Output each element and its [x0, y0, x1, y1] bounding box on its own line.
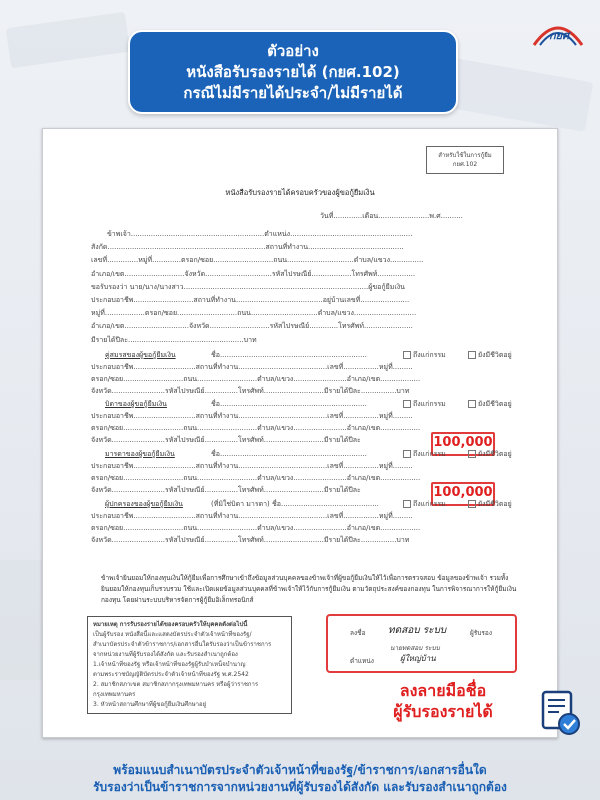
note-line: เป็นผู้รับรอง หนังสือนี้และแสดงบัตรประจำตัวเจ้าหน้าที่ของรัฐ/ [93, 631, 252, 638]
status-option-label: ถึงแก่กรรม [413, 450, 446, 458]
section-title: มารดาของผู้ขอกู้ยืมเงิน [105, 450, 175, 458]
background-decoration [447, 58, 594, 132]
signature-value: ทดสอบ ระบบ [388, 625, 447, 636]
status-checkbox[interactable] [403, 351, 411, 359]
section-detail-line: จังหวัด........................รหัสไปรษณีย์...............โทรศัพท์...........................มีรายได้ปีละ................บาท [91, 536, 410, 544]
section-detail-line: จังหวัด........................รหัสไปรษณีย์...............โทรศัพท์...........................มีรายได้ปีละ................บาท [91, 387, 410, 395]
income-certificate-document [42, 128, 558, 738]
form-box-line-2: กยศ.102 [452, 161, 478, 168]
sign-caption-line-2: ผู้รับรองรายได้ [393, 702, 493, 721]
document-row: ประกอบอาชีพ...........................สถานที่ทำงาน.......................................อยู่บ้านเลขที่...................... [91, 296, 410, 304]
section-title: ผู้ปกครองของผู้ขอกู้ยืมเงิน [105, 500, 183, 508]
document-row: เลขที่..............หมู่ที่.............ตรอก/ซอย...........................ถนน..............................ตำบล/แขวง............... [91, 256, 424, 265]
section-detail-line: จังหวัด........................รหัสไปรษณีย์...............โทรศัพท์...........................มีรายได้ปีละ [91, 436, 361, 444]
document-row: หมู่ที่..................ตรอก/ซอย...........................ถนน..............................ตำบล/แขวง............................ [91, 309, 417, 318]
document-title: หนังสือรับรองรายได้ครอบครัวของผู้ขอกู้ยืมเงิน [225, 188, 375, 197]
annual-income-amount: 100,000 [431, 482, 495, 506]
note-line: 3. หัวหน้าสถานศึกษาที่ผู้ขอกู้ยืมเงินศึกษาอยู่ [93, 701, 207, 708]
form-code-box [426, 146, 504, 174]
status-option-label: ถึงแก่กรรม [413, 500, 446, 508]
section-title: คู่สมรสของผู้ขอกู้ยืมเงิน [105, 351, 176, 359]
bottom-caption-line-2: รับรองว่าเป็นข้าราชการจากหน่วยงานที่ผู้รับรองได้สังกัด และรับรองสำเนาถูกต้อง [93, 780, 507, 794]
logo-text: กยศ [549, 29, 570, 42]
note-line: ตามพระราชบัญญัติบัตรประจำตัวเจ้าหน้าที่ของรัฐ พ.ศ.2542 [93, 671, 249, 678]
document-row: อำเภอ/เขต...........................จังหวัด..............................รหัสไปรษณีย์..................โทรศัพท์................. [91, 269, 416, 278]
sign-caption-line-1: ลงลายมือชื่อ [399, 681, 487, 700]
document-check-icon [537, 688, 583, 738]
section-detail-line: ตรอก/ซอย...........................ถนน...........................ตำบล/แขวง........................อำเภอ/เขต.................. [91, 474, 421, 482]
note-line: 2. สมาชิกสภาเขต สมาชิกสภากรุงเทพมหานคร หรือผู้ว่าราชการ [93, 681, 259, 688]
document-row: อำเภอ/เขต.............................จังหวัด...........................รหัสไปรษณีย์.............โทรศัพท์...................... [91, 322, 413, 331]
status-option-label: ยังมีชีวิตอยู่ [478, 351, 512, 359]
note-line: กรุงเทพมหานคร [93, 691, 136, 698]
status-option-label: ยังมีชีวิตอยู่ [478, 400, 512, 408]
consent-paragraph: ข้าพเจ้ายินยอมให้กองทุนเงินให้กู้ยืมเพื่อการศึกษาเข้าถึงข้อมูลส่วนบุคคลของข้าพเจ้าที่ผู้ขอกู้ยืมเงินให้ไว้เพื่อการตรวจสอบ ข้อมูลของข้าพเจ้า รวมทั้งยินยอมให้กองทุนเก็บรวบรวม ใช้และเปิดเผยข้อมูลส่วนบุคคลที่ข้าพเจ้าให้ไว้กับการกู้ยืมเงิน ตามวัตถุประสงค์ของกองทุน ในการพิจารณาการให้กู้ยืมเงินกองทุน โดยผ่านระบบบริหารจัดการผู้กู้ยืมอิเล็กทรอนิกส์ [101, 574, 517, 604]
banner-line-3: กรณีไม่มีรายได้ประจำ/ไม่มีรายได้ [183, 83, 403, 102]
banner-line-1: ตัวอย่าง [267, 41, 319, 60]
section-detail-line: ประกอบอาชีพ............................สถานที่ทำงาน........................................เลขที่................หมู่ที่......... [91, 462, 413, 470]
status-checkbox[interactable] [468, 351, 476, 359]
note-line: 1.เจ้าหน้าที่ของรัฐ หรือเจ้าหน้าที่ของรัฐผู้รับบำเหน็จบำนาญ [93, 661, 246, 668]
signer-name: นายทดสอบ ระบบ [390, 644, 440, 652]
section-name-line: (ที่มิใช่บิดา มารดา) ชื่อ............................................ [211, 500, 379, 508]
status-option-label: ยังมีชีวิตอยู่ [478, 500, 512, 508]
section-detail-line: ประกอบอาชีพ............................สถานที่ทำงาน........................................เลขที่................หมู่ที่......... [91, 512, 413, 520]
note-line: จากหน่วยงานที่ผู้รับรองได้สังกัด และรับรองสำเนาถูกต้อง [93, 651, 238, 658]
position-value: ผู้ใหญ่บ้าน [400, 654, 436, 663]
section-detail-line: ตรอก/ซอย...........................ถนน...........................ตำบล/แขวง........................อำเภอ/เขต.................. [91, 424, 421, 432]
signature-role: ผู้รับรอง [470, 629, 492, 637]
section-name-line: ชื่อ.................................................................. [211, 450, 367, 458]
status-checkbox[interactable] [403, 500, 411, 508]
header-banner [128, 30, 458, 114]
status-checkbox[interactable] [468, 450, 476, 458]
status-checkbox[interactable] [403, 450, 411, 458]
bottom-caption [0, 762, 600, 796]
document-row: ข้าพเจ้า............................................................ตำแหน่ง....................................................... [107, 230, 413, 238]
bottom-caption-line-1: พร้อมแนบสำเนาบัตรประจำตัวเจ้าหน้าที่ของรัฐ/ข้าราชการ/เอกสารอื่นใด [113, 763, 487, 777]
section-detail-line: ประกอบอาชีพ............................สถานที่ทำงาน........................................เลขที่................หมู่ที่......... [91, 363, 413, 371]
document-row: ขอรับรองว่า นาย/นาง/นางสาว...................................................................................ผู้ขอกู้ยืมเงิน [91, 282, 405, 291]
form-box-line-1: สำหรับใช้ในการกู้ยืม [438, 152, 492, 159]
signature-box [326, 614, 517, 673]
status-option-label: ถึงแก่กรรม [413, 400, 446, 408]
banner-line-2: หนังสือรับรองรายได้ (กยศ.102) [186, 62, 400, 81]
signature-label: ลงชื่อ [350, 629, 366, 637]
section-detail-line: ตรอก/ซอย...........................ถนน...........................ตำบล/แขวง........................อำเภอ/เขต.................. [91, 375, 421, 383]
background-decoration [6, 12, 130, 68]
status-checkbox[interactable] [468, 500, 476, 508]
note-line: หมายเหตุ การรับรองรายได้ของครอบครัวให้บุคคลดังต่อไปนี้ [93, 621, 248, 628]
status-option-label: ยังมีชีวิตอยู่ [478, 450, 512, 458]
position-label: ตำแหน่ง [350, 657, 374, 665]
document-row: สังกัด.......................................................................สถานที่ทำงาน........................................... [91, 243, 404, 252]
annual-income-amount: 100,000 [431, 432, 495, 456]
section-name-line: ชื่อ.................................................................. [211, 400, 367, 408]
status-checkbox[interactable] [468, 400, 476, 408]
section-detail-line: ตรอก/ซอย...........................ถนน...........................ตำบล/แขวง........................อำเภอ/เขต.................. [91, 524, 421, 532]
status-checkbox[interactable] [403, 400, 411, 408]
document-row: มีรายได้ปีละ....................................................บาท [91, 335, 257, 344]
note-line: สำเนาบัตรประจำตัวข้าราชการ/เอกสารอื่นใดรับรองว่าเป็นข้าราชการ [93, 641, 272, 648]
section-title: บิดาของผู้ขอกู้ยืมเงิน [105, 400, 167, 408]
date-line: วันที่.............เดือน.......................พ.ศ.......... [320, 212, 463, 220]
section-name-line: ชื่อ.................................................................. [211, 351, 367, 359]
section-detail-line: จังหวัด........................รหัสไปรษณีย์...............โทรศัพท์...........................มีรายได้ปีละ [91, 486, 361, 494]
section-detail-line: ประกอบอาชีพ............................สถานที่ทำงาน........................................เลขที่................หมู่ที่......... [91, 412, 413, 420]
status-option-label: ถึงแก่กรรม [413, 351, 446, 359]
